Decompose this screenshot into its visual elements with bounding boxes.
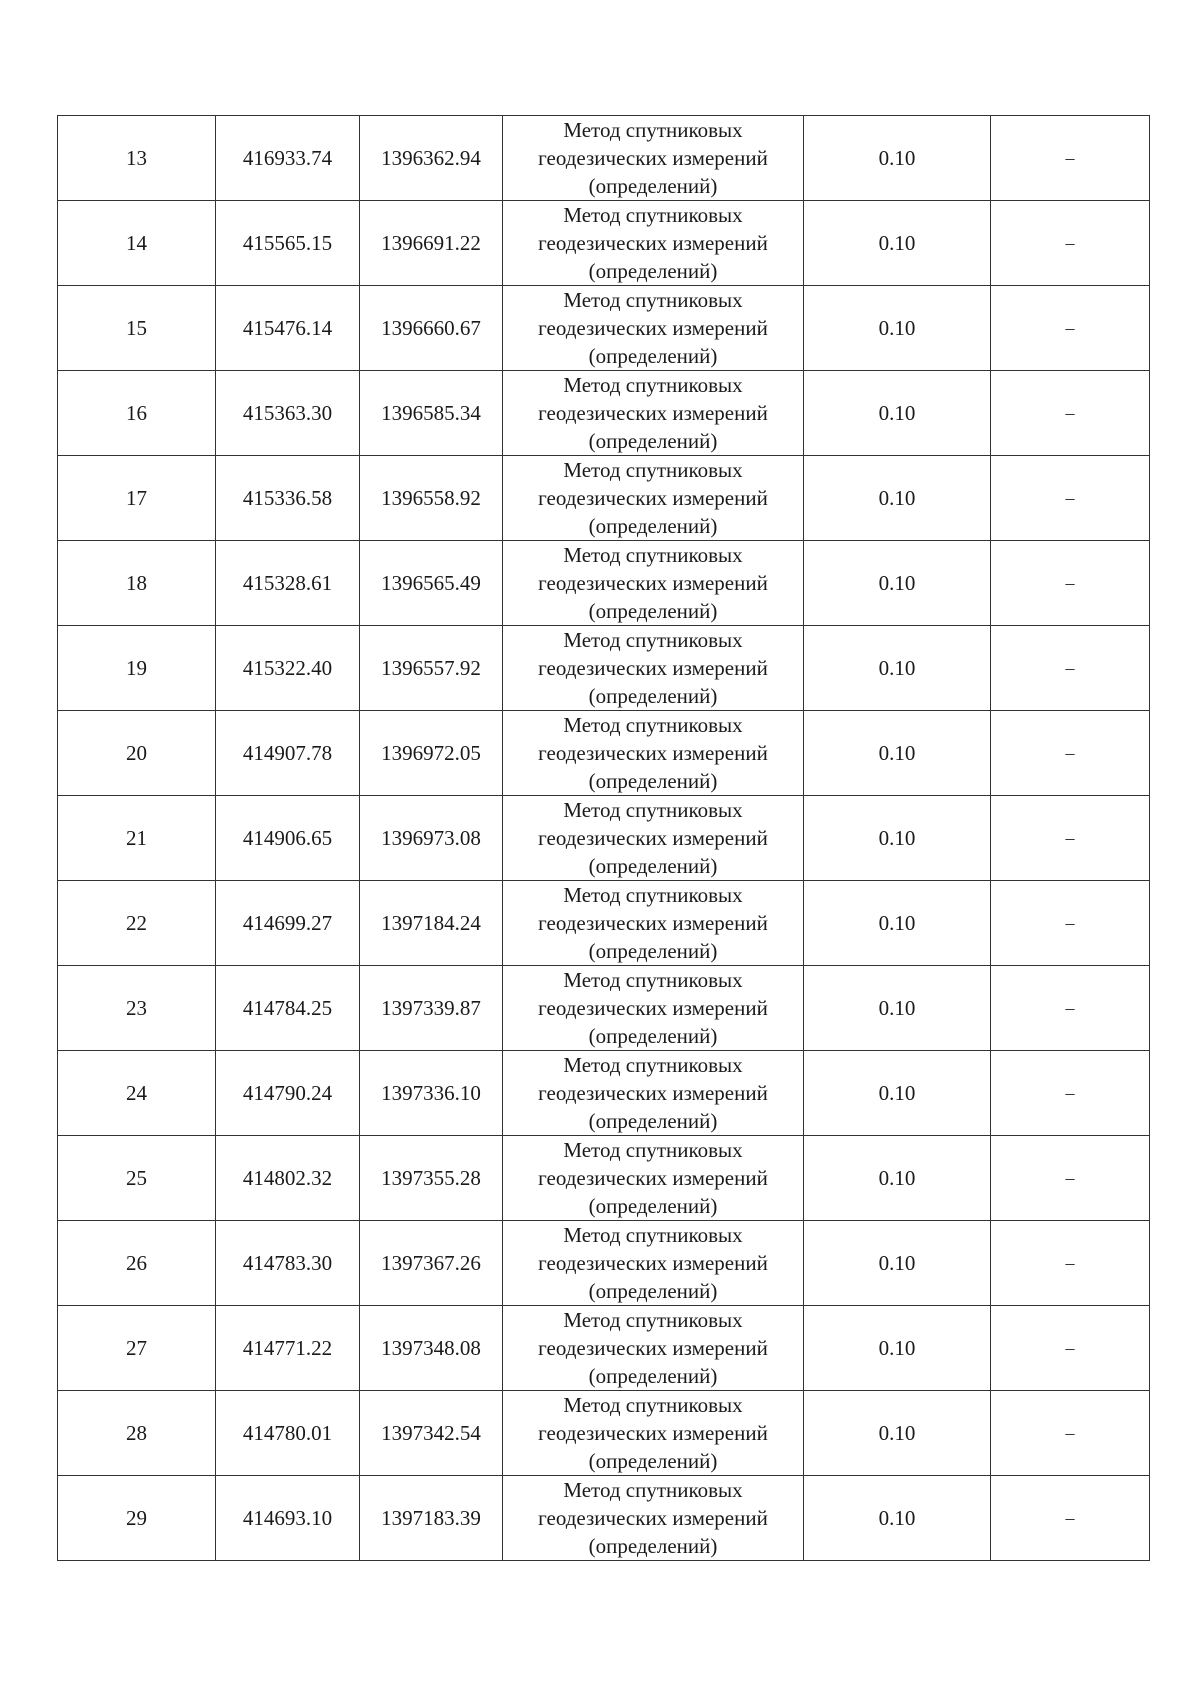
note-cell: – [991, 541, 1150, 626]
method-line: Метод спутниковых [563, 713, 743, 737]
method-cell [503, 1221, 804, 1306]
note-cell: – [991, 796, 1150, 881]
table-row [58, 626, 1150, 711]
point-number-cell: 26 [58, 1221, 216, 1306]
y-coordinate-cell: 1396972.05 [360, 711, 503, 796]
method-line: (определений) [588, 1024, 718, 1048]
method-line: геодезических измерений [538, 316, 768, 340]
accuracy-cell: 0.10 [804, 201, 991, 286]
note-cell: – [991, 1221, 1150, 1306]
table-row [58, 1306, 1150, 1391]
method-line: геодезических измерений [538, 1081, 768, 1105]
x-coordinate-cell: 415476.14 [216, 286, 360, 371]
y-coordinate-cell: 1396565.49 [360, 541, 503, 626]
method-line: геодезических измерений [538, 1166, 768, 1190]
method-line: геодезических измерений [538, 1336, 768, 1360]
accuracy-cell: 0.10 [804, 371, 991, 456]
accuracy-cell: 0.10 [804, 1051, 991, 1136]
y-coordinate-cell: 1396558.92 [360, 456, 503, 541]
method-line: (определений) [588, 854, 718, 878]
point-number-cell: 20 [58, 711, 216, 796]
method-line: Метод спутниковых [563, 118, 743, 142]
method-line: геодезических измерений [538, 146, 768, 170]
accuracy-cell: 0.10 [804, 116, 991, 201]
method-line: Метод спутниковых [563, 1393, 743, 1417]
method-line: (определений) [588, 1534, 718, 1558]
y-coordinate-cell: 1397183.39 [360, 1476, 503, 1561]
accuracy-cell: 0.10 [804, 1476, 991, 1561]
y-coordinate-cell: 1397342.54 [360, 1391, 503, 1476]
accuracy-cell: 0.10 [804, 966, 991, 1051]
accuracy-cell: 0.10 [804, 796, 991, 881]
y-coordinate-cell: 1397339.87 [360, 966, 503, 1051]
note-cell: – [991, 371, 1150, 456]
method-line: геодезических измерений [538, 826, 768, 850]
method-line: геодезических измерений [538, 1251, 768, 1275]
method-line: (определений) [588, 684, 718, 708]
note-cell: – [991, 1306, 1150, 1391]
x-coordinate-cell: 415328.61 [216, 541, 360, 626]
accuracy-cell: 0.10 [804, 286, 991, 371]
method-cell [503, 541, 804, 626]
table-row [58, 1136, 1150, 1221]
accuracy-cell: 0.10 [804, 1391, 991, 1476]
method-cell [503, 456, 804, 541]
point-number-cell: 25 [58, 1136, 216, 1221]
point-number-cell: 27 [58, 1306, 216, 1391]
point-number-cell: 23 [58, 966, 216, 1051]
x-coordinate-cell: 415363.30 [216, 371, 360, 456]
point-number-cell: 18 [58, 541, 216, 626]
method-line: (определений) [588, 939, 718, 963]
accuracy-cell: 0.10 [804, 456, 991, 541]
table-row [58, 881, 1150, 966]
x-coordinate-cell: 414802.32 [216, 1136, 360, 1221]
table-row [58, 116, 1150, 201]
method-line: (определений) [588, 429, 718, 453]
y-coordinate-cell: 1396691.22 [360, 201, 503, 286]
note-cell: – [991, 711, 1150, 796]
x-coordinate-cell: 414780.01 [216, 1391, 360, 1476]
note-cell: – [991, 1476, 1150, 1561]
method-line: геодезических измерений [538, 486, 768, 510]
method-line: геодезических измерений [538, 996, 768, 1020]
method-cell [503, 116, 804, 201]
method-line: Метод спутниковых [563, 1478, 743, 1502]
note-cell: – [991, 966, 1150, 1051]
note-cell: – [991, 201, 1150, 286]
point-number-cell: 14 [58, 201, 216, 286]
x-coordinate-cell: 414771.22 [216, 1306, 360, 1391]
method-line: геодезических измерений [538, 741, 768, 765]
method-line: Метод спутниковых [563, 1053, 743, 1077]
method-line: (определений) [588, 174, 718, 198]
note-cell: – [991, 881, 1150, 966]
x-coordinate-cell: 414783.30 [216, 1221, 360, 1306]
y-coordinate-cell: 1397348.08 [360, 1306, 503, 1391]
method-line: геодезических измерений [538, 656, 768, 680]
note-cell: – [991, 1391, 1150, 1476]
accuracy-cell: 0.10 [804, 711, 991, 796]
method-cell [503, 371, 804, 456]
method-line: (определений) [588, 599, 718, 623]
point-number-cell: 29 [58, 1476, 216, 1561]
point-number-cell: 13 [58, 116, 216, 201]
method-line: (определений) [588, 344, 718, 368]
y-coordinate-cell: 1396362.94 [360, 116, 503, 201]
method-line: геодезических измерений [538, 911, 768, 935]
accuracy-cell: 0.10 [804, 626, 991, 711]
accuracy-cell: 0.10 [804, 881, 991, 966]
point-number-cell: 16 [58, 371, 216, 456]
table-row [58, 371, 1150, 456]
method-cell [503, 286, 804, 371]
table-row [58, 711, 1150, 796]
x-coordinate-cell: 414907.78 [216, 711, 360, 796]
point-number-cell: 19 [58, 626, 216, 711]
y-coordinate-cell: 1396585.34 [360, 371, 503, 456]
table-row [58, 1391, 1150, 1476]
x-coordinate-cell: 414906.65 [216, 796, 360, 881]
table-row [58, 1051, 1150, 1136]
method-line: (определений) [588, 769, 718, 793]
method-line: Метод спутниковых [563, 1308, 743, 1332]
note-cell: – [991, 116, 1150, 201]
method-line: Метод спутниковых [563, 883, 743, 907]
method-cell [503, 1136, 804, 1221]
note-cell: – [991, 286, 1150, 371]
method-cell [503, 881, 804, 966]
method-line: (определений) [588, 1194, 718, 1218]
note-cell: – [991, 1136, 1150, 1221]
method-line: (определений) [588, 1109, 718, 1133]
method-line: геодезических измерений [538, 1506, 768, 1530]
accuracy-cell: 0.10 [804, 1136, 991, 1221]
method-line: Метод спутниковых [563, 373, 743, 397]
method-line: (определений) [588, 1279, 718, 1303]
accuracy-cell: 0.10 [804, 541, 991, 626]
x-coordinate-cell: 414784.25 [216, 966, 360, 1051]
method-cell [503, 1391, 804, 1476]
method-line: Метод спутниковых [563, 1223, 743, 1247]
table-row [58, 201, 1150, 286]
method-line: Метод спутниковых [563, 458, 743, 482]
x-coordinate-cell: 415322.40 [216, 626, 360, 711]
note-cell: – [991, 626, 1150, 711]
method-line: Метод спутниковых [563, 628, 743, 652]
y-coordinate-cell: 1396557.92 [360, 626, 503, 711]
method-line: Метод спутниковых [563, 1138, 743, 1162]
method-line: геодезических измерений [538, 401, 768, 425]
table-row [58, 1476, 1150, 1561]
coordinates-table [57, 115, 1150, 1561]
method-cell [503, 1306, 804, 1391]
method-cell [503, 796, 804, 881]
point-number-cell: 17 [58, 456, 216, 541]
y-coordinate-cell: 1397336.10 [360, 1051, 503, 1136]
method-line: (определений) [588, 514, 718, 538]
table-row [58, 966, 1150, 1051]
method-line: Метод спутниковых [563, 798, 743, 822]
method-cell [503, 1476, 804, 1561]
method-line: Метод спутниковых [563, 203, 743, 227]
point-number-cell: 28 [58, 1391, 216, 1476]
point-number-cell: 21 [58, 796, 216, 881]
method-line: Метод спутниковых [563, 288, 743, 312]
method-cell [503, 201, 804, 286]
coordinates-table-body [58, 116, 1150, 1561]
method-line: геодезических измерений [538, 1421, 768, 1445]
table-row [58, 286, 1150, 371]
x-coordinate-cell: 416933.74 [216, 116, 360, 201]
y-coordinate-cell: 1396660.67 [360, 286, 503, 371]
accuracy-cell: 0.10 [804, 1221, 991, 1306]
method-line: геодезических измерений [538, 571, 768, 595]
note-cell: – [991, 1051, 1150, 1136]
y-coordinate-cell: 1397355.28 [360, 1136, 503, 1221]
y-coordinate-cell: 1396973.08 [360, 796, 503, 881]
x-coordinate-cell: 415336.58 [216, 456, 360, 541]
table-row [58, 541, 1150, 626]
x-coordinate-cell: 415565.15 [216, 201, 360, 286]
y-coordinate-cell: 1397367.26 [360, 1221, 503, 1306]
method-line: геодезических измерений [538, 231, 768, 255]
point-number-cell: 24 [58, 1051, 216, 1136]
x-coordinate-cell: 414790.24 [216, 1051, 360, 1136]
method-line: Метод спутниковых [563, 543, 743, 567]
method-line: Метод спутниковых [563, 968, 743, 992]
y-coordinate-cell: 1397184.24 [360, 881, 503, 966]
table-row [58, 456, 1150, 541]
accuracy-cell: 0.10 [804, 1306, 991, 1391]
method-cell [503, 1051, 804, 1136]
method-cell [503, 711, 804, 796]
table-row [58, 1221, 1150, 1306]
table-row [58, 796, 1150, 881]
x-coordinate-cell: 414699.27 [216, 881, 360, 966]
point-number-cell: 15 [58, 286, 216, 371]
method-line: (определений) [588, 1364, 718, 1388]
x-coordinate-cell: 414693.10 [216, 1476, 360, 1561]
method-cell [503, 626, 804, 711]
method-line: (определений) [588, 1449, 718, 1473]
point-number-cell: 22 [58, 881, 216, 966]
method-cell [503, 966, 804, 1051]
method-line: (определений) [588, 259, 718, 283]
note-cell: – [991, 456, 1150, 541]
